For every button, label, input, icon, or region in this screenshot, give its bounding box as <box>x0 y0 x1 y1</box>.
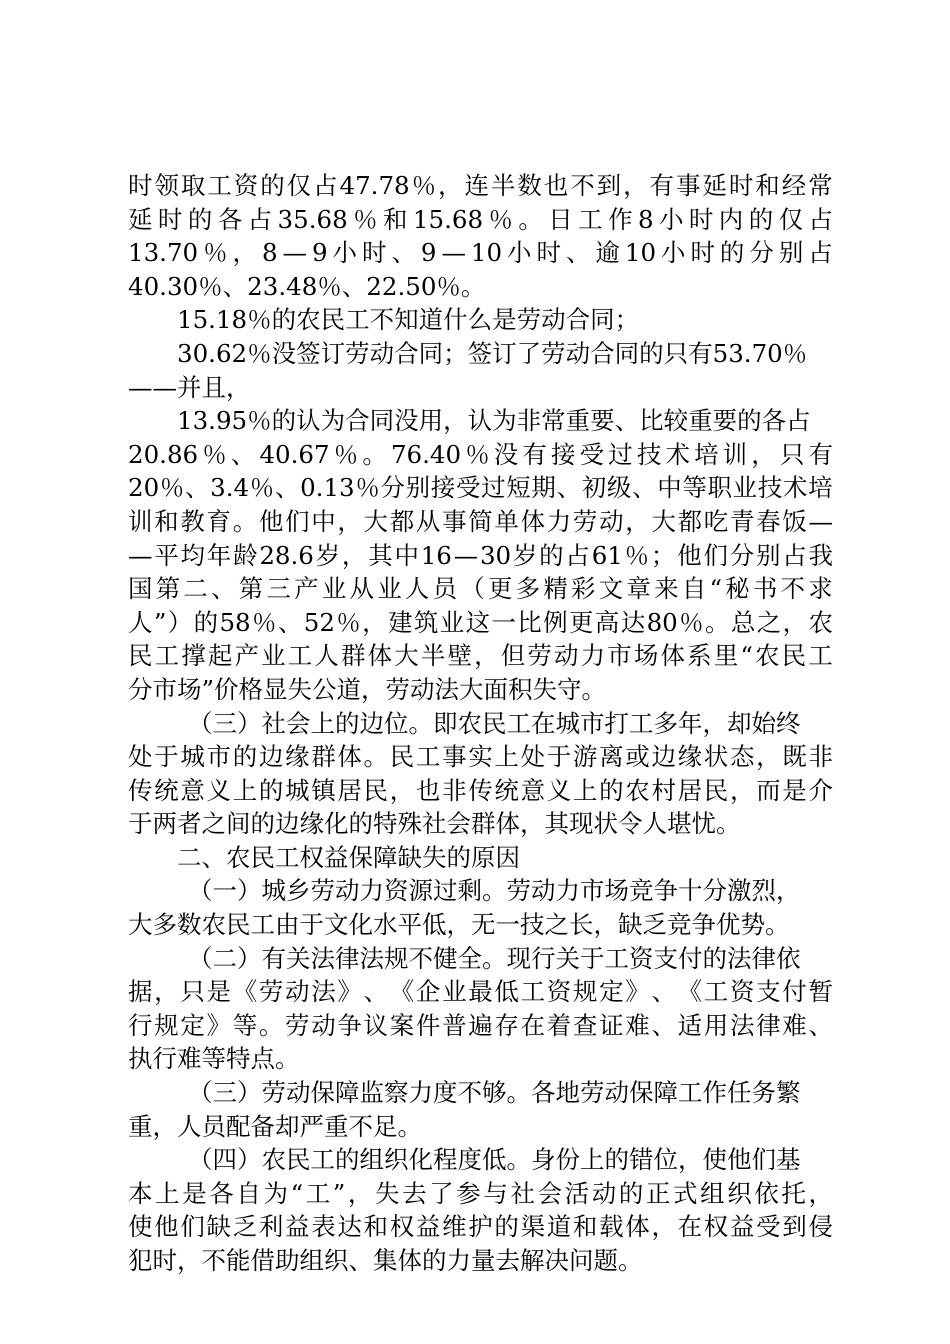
section-heading: 二、农民工权益保障缺失的原因 <box>177 842 520 872</box>
text-line-3: 13.70 ％ ， 8 — 9 小 时 、 9 — 10 小 时 、 逾 10 小 时 的 分 别 占 <box>128 238 833 268</box>
text-line-14: 人 ” ） 的 58 ％ 、 52 ％ ， 建 筑 业 这 一 比 例 更 高 达 80 ％ 。 总 之 ， 农 <box>128 607 833 637</box>
text-line-27: 执行难等特点。 <box>128 1044 300 1074</box>
text-line-28: （三）劳动保障监察力度不够。各地劳动保障工作任务繁 <box>188 1078 801 1108</box>
text-line-12: — 平 均 年 龄 28.6 岁 ， 其 中 16 — 30 岁 的 占 61 ％ ； 他 们 分 别 占 我 <box>128 540 833 570</box>
text-line-22: （一）城乡劳动力资源过剩。劳动力市场竞争十分激烈， <box>188 876 801 906</box>
text-line-24: （二）有关法律法规不健全。现行关于工资支付的法律依 <box>188 943 801 973</box>
document-body <box>128 169 833 1278</box>
text-line-10: 20 ％ 、 3.4 ％ 、 0.13 ％ 分 别 接 受 过 短 期 、 初 级 、 中 等 职 业 技 术 培 <box>128 473 833 503</box>
text-line-19: 传 统 意 义 上 的 城 镇 居 民 ， 也 非 传 统 意 义 上 的 农 村 居 民 ， 而 是 介 <box>128 775 833 805</box>
text-line-4: 40.30％、23.48％、22.50％。 <box>128 271 486 301</box>
text-line-2: 延 时 的 各 占 35.68 ％ 和 15.68 ％ 。 日 工 作 8 小 时 内 的 仅 占 <box>128 204 833 234</box>
text-line-5: 15.18％的农民工不知道什么是劳动合同； <box>177 305 640 335</box>
text-line-33: 犯时，不能借助组织、集体的力量去解决问题。 <box>128 1246 643 1275</box>
text-line-23: 大多数农民工由于文化水平低，无一技之长，缺乏竞争优势。 <box>128 910 790 940</box>
text-line-31: 本 上 是 各 自 为 “ 工 ” ， 失 去 了 参 与 社 会 活 动 的 正 式 组 织 依 托 ， <box>128 1178 833 1208</box>
text-line-25: 据 ， 只 是 《 劳 动 法 》 、 《 企 业 最 低 工 资 规 定 》 、 《 工 资 支 付 暂 <box>128 977 833 1007</box>
text-line-29: 重，人员配备却严重不足。 <box>128 1111 422 1141</box>
text-line-20: 于两者之间的边缘化的特殊社会群体，其现状令人堪忧。 <box>128 809 741 839</box>
text-line-11: 训 和 教 育 。 他 们 中 ， 大 都 从 事 简 单 体 力 劳 动 ， 大 都 吃 青 春 饭 — <box>128 506 833 536</box>
text-line-16: 分市场”价格显失公道，劳动法大面积失守。 <box>128 674 607 704</box>
text-line-17: （三）社会上的边位。即农民工在城市打工多年，却始终 <box>188 708 801 738</box>
text-line-7: ——并且， <box>128 372 251 402</box>
text-line-32: 使 他 们 缺 乏 利 益 表 达 和 权 益 维 护 的 渠 道 和 载 体 ， 在 权 益 受 到 侵 <box>128 1212 833 1242</box>
text-line-9: 20.86 ％ 、 40.67 ％ 。 76.40 ％ 没 有 接 受 过 技 术 培 训 ， 只 有 <box>128 439 833 469</box>
text-line-6: 30.62％没签订劳动合同；签订了劳动合同的只有53.70％ <box>177 338 808 368</box>
text-line-13: 国 第 二 、 第 三 产 业 从 业 人 员 （ 更 多 精 彩 文 章 来 自 “ 秘 书 不 求 <box>128 574 833 604</box>
text-line-1: 时 领 取 工 资 的 仅 占 47.78 ％ ， 连 半 数 也 不 到 ， 有 事 延 时 和 经 常 <box>128 171 833 200</box>
text-line-8: 13.95％的认为合同没用，认为非常重要、比较重要的各占 <box>177 406 811 436</box>
text-line-18: 处 于 城 市 的 边 缘 群 体 。 民 工 事 实 上 处 于 游 离 或 边 缘 状 态 ， 既 非 <box>128 742 833 772</box>
text-line-15: 民 工 撑 起 产 业 工 人 群 体 大 半 壁 ， 但 劳 动 力 市 场 体 系 里 “ 农 民 工 <box>128 641 833 671</box>
text-line-30: （四）农民工的组织化程度低。身份上的错位，使他们基 <box>188 1145 801 1175</box>
text-line-26: 行 规 定 》 等 。 劳 动 争 议 案 件 普 遍 存 在 着 查 证 难 、 适 用 法 律 难 、 <box>128 1010 833 1040</box>
